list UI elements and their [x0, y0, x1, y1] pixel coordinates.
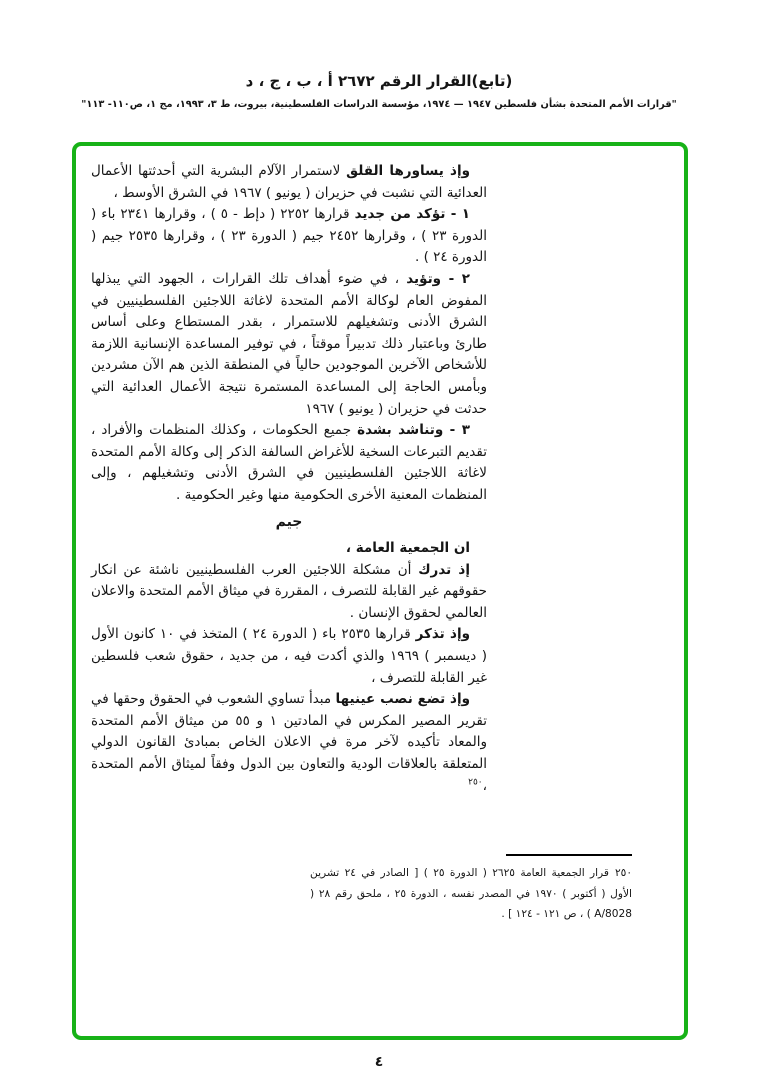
paragraph	[91, 204, 487, 269]
paragraph-text: مبدأ تساوي الشعوب في الحقوق وحقها في تقرير المصير المكرس في المادتين ١ و ٥٥ من ميثاق الأمم المتحدة والمعاد تأكيده لآخر مرة في الاعلان الخاص بمبادئ القانون الدولي المتعلقة بالعلاقات الودية والتعاون بين الدول وفقاً لميثاق الأمم المتحدة ،	[91, 691, 488, 794]
footnote-ref: ٢٥٠	[468, 777, 483, 788]
paragraph-lead: ١ - تؤكد من جديد	[354, 206, 470, 223]
paragraph	[91, 161, 487, 204]
footnote-block	[310, 854, 632, 925]
paragraph-text: ، في ضوء أهداف تلك القرارات ، الجهود التي يبذلها المفوض العام لوكالة الأمم المتحدة لاغاثة اللاجئين الفلسطينيين في الشرق الأدنى وتشغيلهم للاستمرار ، بقدر المستطاع وعلى أساس طارئ وباعتبار ذلك تدبيراً موقتاً ، في توفير المساعدة الإنسانية اللازمة للأشخاص الآخرين الموجودين حالياً في المنطقة الذين هم الآن مشردين وبأمس الحاجة إلى المساعدة المستمرة نتيجة الأعمال العدائية التي حدثت في حزيران ( يونيو ) ١٩٦٧	[91, 270, 487, 417]
resolution-body	[91, 161, 487, 797]
source-citation: "قرارات الأمم المتحدة بشأن فلسطين ١٩٤٧ — ١٩٧٤، مؤسسة الدراسات الفلسطينية، بيروت، ط ٣، ١٩٩٣، مج ١، ص١١٠- ١١٣"	[81, 99, 677, 110]
paragraph	[91, 269, 487, 420]
paragraph-text: جميع الحكومات ، وكذلك المنظمات والأفراد ، تقديم التبرعات السخية للأغراض السالفة الذكر إلى وكالة الأمم المتحدة لاغاثة اللاجئين الفلسطينيين في الشرق الأدنى وتشغيلهم ، وإلى المنظمات المعنية الأخرى الحكومية منها وغير الحكومية .	[91, 422, 487, 503]
paragraph	[91, 624, 487, 689]
highlight-box	[72, 142, 688, 1040]
paragraph-lead: وإذ تذكر	[415, 626, 471, 643]
paragraph-lead: وإذ تضع نصب عينيها	[335, 691, 470, 708]
paragraph-lead: ٣ - وتناشد بشدة	[357, 422, 470, 439]
footnote-text: قرار الجمعية العامة ٢٦٢٥ ( الدورة ٢٥ ) [ الصادر في ٢٤ تشرين الأول ( أكتوبر ) ١٩٧٠ في المصدر نفسه ، الدورة ٢٥ ، ملحق رقم ٢٨ ( A/8028 ) ، ص ١٢١ - ١٢٤ ] .	[310, 867, 632, 920]
footnote-entry	[310, 863, 632, 925]
paragraph-text: لاستمرار الآلام البشرية التي أحدثتها الأعمال العدائية التي نشبت في حزيران ( يونيو ) ١٩٦٧ في الشرق الأوسط ،	[91, 163, 487, 201]
page-header	[0, 72, 758, 110]
page-number: ٤	[374, 1054, 384, 1070]
paragraph-lead: وإذ يساورها القلق	[346, 163, 470, 179]
paragraph-text: قرارها ٢٢٥٢ ( دإط - ٥ ) ، وقرارها ٢٣٤١ باء ( الدورة ٢٣ ) ، وقرارها ٢٤٥٢ جيم ( الدورة ٢٣ ) ، وقرارها ٢٥٣٥ جيم ( الدورة ٢٤ ) .	[91, 206, 488, 266]
paragraph-text: أن مشكلة اللاجئين العرب الفلسطينيين ناشئة عن انكار حقوقهم غير القابلة للتصرف ، المقررة في ميثاق الأمم المتحدة والاعلان العالمي لحقوق الإنسان .	[91, 561, 487, 621]
footnote-separator	[506, 854, 632, 856]
paragraph-lead: ان الجمعية العامة ،	[345, 540, 470, 557]
paragraph	[91, 538, 487, 560]
paragraph	[91, 689, 487, 797]
paragraph-text: قرارها ٢٥٣٥ باء ( الدورة ٢٤ ) المتخذ في ١٠ كانون الأول ( ديسمبر ) ١٩٦٩ والذي أكدت فيه ، من جديد ، حقوق شعب فلسطين غير القابلة للتصرف ،	[91, 626, 487, 686]
section-heading: جيم	[275, 513, 303, 530]
paragraph-lead: ٢ - وتؤيد	[406, 270, 470, 287]
footnote-number: ٢٥٠	[614, 867, 633, 879]
paragraph-lead: إذ تدرك	[418, 561, 470, 578]
paragraph	[91, 420, 487, 506]
paragraph	[91, 560, 487, 625]
resolution-title: (تابع)القرار الرقم ٢٦٧٢ أ ، ب ، ج ، د	[245, 72, 513, 90]
